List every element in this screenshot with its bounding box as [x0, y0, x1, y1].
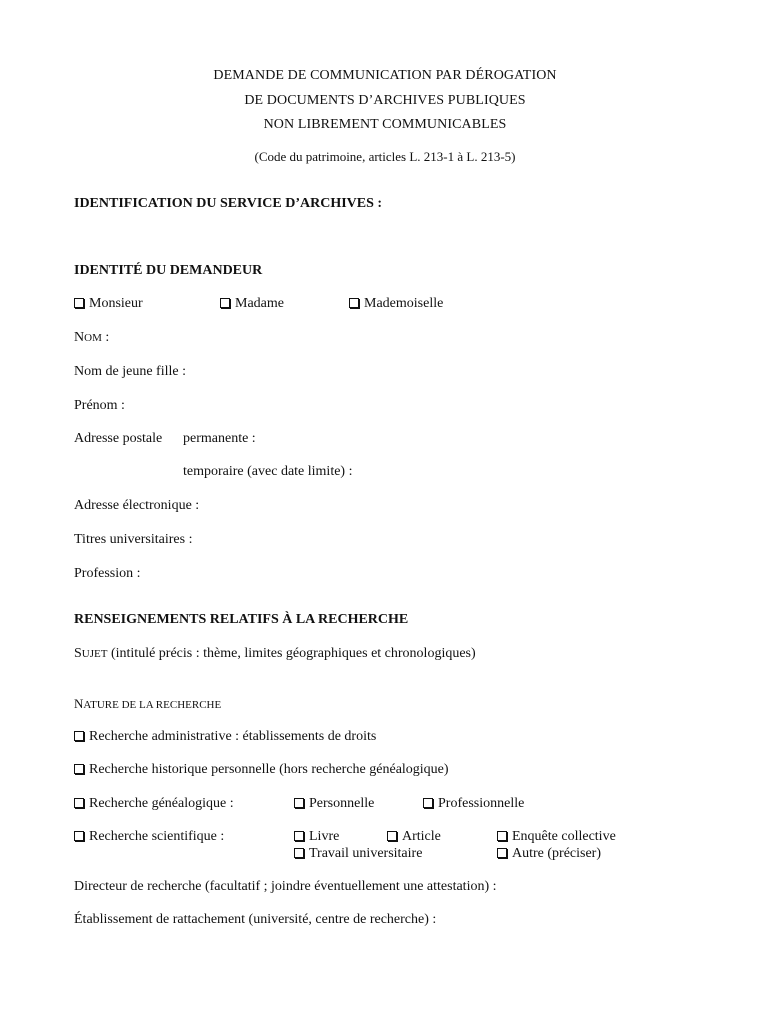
option-personal[interactable]	[294, 796, 374, 812]
institution-label: Établissement de rattachement (université, centre de recherche) :	[74, 912, 437, 927]
civility-monsieur-label: Monsieur	[89, 296, 143, 311]
nom-colon: :	[101, 330, 110, 345]
option-scientific-label: Recherche scientifique :	[89, 829, 225, 844]
checkbox-icon[interactable]	[423, 798, 433, 808]
subject-initial: S	[74, 646, 82, 661]
degrees-label: Titres universitaires :	[74, 532, 193, 547]
checkbox-icon[interactable]	[74, 831, 84, 841]
legal-reference: (Code du patrimoine, articles L. 213-1 à L. 213-5)	[254, 149, 516, 164]
option-other-label: Autre (préciser)	[512, 846, 602, 861]
option-article[interactable]	[387, 829, 441, 845]
option-admin-label: Recherche administrative : établissements de droits	[89, 729, 377, 744]
research-heading: RENSEIGNEMENTS RELATIFS À LA RECHERCHE	[74, 612, 409, 627]
civility-madame-label: Madame	[235, 296, 284, 311]
checkbox-icon[interactable]	[220, 298, 230, 308]
option-other[interactable]	[497, 846, 601, 862]
nature-rest: ATURE DE LA RECHERCHE	[83, 699, 222, 711]
option-genealogy[interactable]	[74, 796, 234, 812]
temporary-address-label: temporaire (avec date limite) :	[183, 464, 353, 479]
subject-label	[74, 646, 476, 662]
option-personal-label: Personnelle	[309, 796, 375, 811]
option-scientific[interactable]	[74, 829, 224, 845]
title-line-3: NON LIBREMENT COMMUNICABLES	[263, 117, 507, 132]
checkbox-icon[interactable]	[294, 831, 304, 841]
option-book-label: Livre	[309, 829, 340, 844]
title-line-2: DE DOCUMENTS D’ARCHIVES PUBLIQUES	[244, 93, 526, 108]
nom-field-label	[74, 330, 109, 346]
civility-mademoiselle-label: Mademoiselle	[364, 296, 444, 311]
option-survey-label: Enquête collective	[512, 829, 616, 844]
checkbox-icon[interactable]	[497, 831, 507, 841]
option-admin[interactable]	[74, 729, 376, 745]
permanent-address-label: permanente :	[183, 431, 256, 446]
first-name-label: Prénom :	[74, 398, 125, 413]
nature-label	[74, 696, 221, 713]
option-historic[interactable]	[74, 762, 449, 778]
checkbox-icon[interactable]	[349, 298, 359, 308]
checkbox-icon[interactable]	[294, 798, 304, 808]
title-line-1: DEMANDE DE COMMUNICATION PAR DÉROGATION	[213, 68, 557, 83]
profession-label: Profession :	[74, 566, 141, 581]
nom-rest: OM	[84, 332, 102, 344]
civility-madame-option[interactable]	[220, 296, 284, 312]
maiden-name-label: Nom de jeune fille :	[74, 364, 186, 379]
option-historic-label: Recherche historique personnelle (hors recherche généalogique)	[89, 762, 449, 777]
service-heading: IDENTIFICATION DU SERVICE D’ARCHIVES :	[74, 196, 383, 211]
nom-initial: N	[74, 330, 85, 345]
checkbox-icon[interactable]	[74, 298, 84, 308]
option-thesis-label: Travail universitaire	[309, 846, 423, 861]
option-survey[interactable]	[497, 829, 616, 845]
option-thesis[interactable]	[294, 846, 422, 862]
option-article-label: Article	[402, 829, 441, 844]
email-label: Adresse électronique :	[74, 498, 200, 513]
option-professional-label: Professionnelle	[438, 796, 525, 811]
identity-heading: IDENTITÉ DU DEMANDEUR	[74, 263, 263, 278]
subject-rest: UJET	[81, 648, 108, 660]
civility-monsieur-option[interactable]	[74, 296, 143, 312]
checkbox-icon[interactable]	[497, 848, 507, 858]
option-book[interactable]	[294, 829, 339, 845]
checkbox-icon[interactable]	[294, 848, 304, 858]
option-professional[interactable]	[423, 796, 524, 812]
checkbox-icon[interactable]	[74, 798, 84, 808]
director-label: Directeur de recherche (facultatif ; joindre éventuellement une attestation) :	[74, 879, 497, 894]
option-genealogy-label: Recherche généalogique :	[89, 796, 234, 811]
checkbox-icon[interactable]	[74, 731, 84, 741]
civility-mademoiselle-option[interactable]	[349, 296, 443, 312]
nature-initial: N	[74, 696, 84, 711]
postal-address-label: Adresse postale	[74, 431, 163, 446]
subject-description: (intitulé précis : thème, limites géographiques et chronologiques)	[107, 646, 476, 661]
checkbox-icon[interactable]	[387, 831, 397, 841]
checkbox-icon[interactable]	[74, 764, 84, 774]
